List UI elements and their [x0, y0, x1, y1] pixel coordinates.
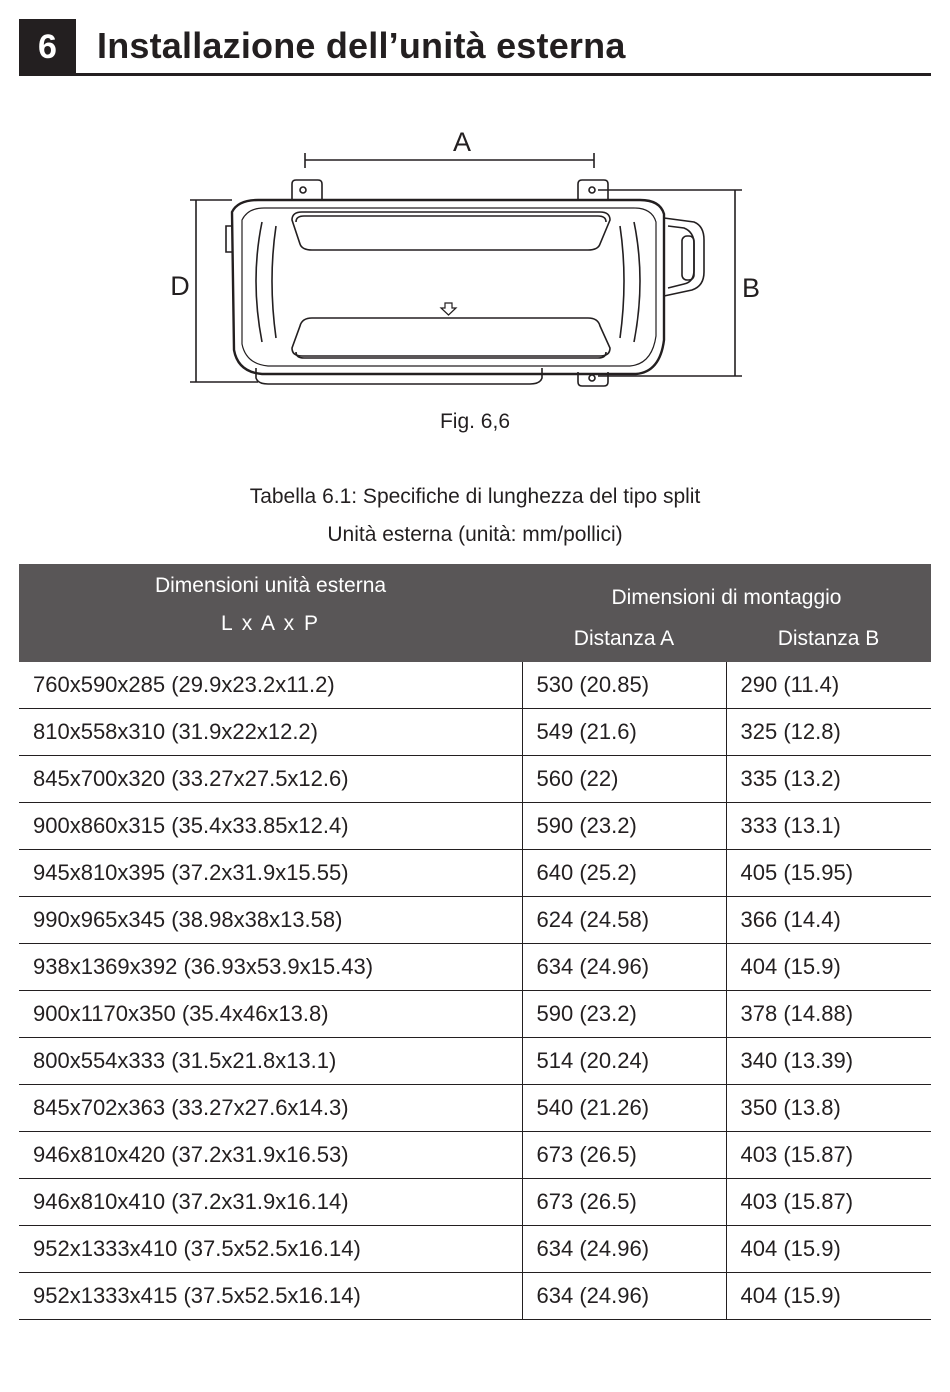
header-dimensions-label: Dimensioni unità esterna: [154, 574, 387, 597]
cell-dimensions: 938x1369x392 (36.93x53.9x15.43): [19, 944, 522, 991]
table-row: [19, 1038, 931, 1085]
table-row: [19, 709, 931, 756]
cell-dimensions: 800x554x333 (31.5x21.8x13.1): [19, 1038, 522, 1085]
cell-distance-b: 403 (15.87): [726, 1179, 931, 1226]
dimension-b-label: B: [741, 273, 761, 303]
cell-distance-b: 404 (15.9): [726, 944, 931, 991]
outdoor-unit-spec-table: [19, 564, 931, 1320]
cell-distance-a: 634 (24.96): [522, 1273, 726, 1320]
header-distance-a: Distanza A: [522, 616, 726, 662]
cell-dimensions: 810x558x310 (31.9x22x12.2): [19, 709, 522, 756]
cell-dimensions: 900x860x315 (35.4x33.85x12.4): [19, 803, 522, 850]
cell-distance-b: 350 (13.8): [726, 1085, 931, 1132]
dimension-a-label: A: [452, 127, 472, 157]
cell-dimensions: 946x810x410 (37.2x31.9x16.14): [19, 1179, 522, 1226]
header-dimensions-sub: L x A x P: [221, 612, 320, 635]
header-mounting: Dimensioni di montaggio: [522, 564, 931, 616]
table-row: [19, 803, 931, 850]
cell-distance-b: 404 (15.9): [726, 1226, 931, 1273]
table-row: [19, 1273, 931, 1320]
table-row: [19, 1179, 931, 1226]
cell-distance-b: 403 (15.87): [726, 1132, 931, 1179]
table-row: [19, 944, 931, 991]
cell-distance-a: 560 (22): [522, 756, 726, 803]
cell-distance-b: 290 (11.4): [726, 662, 931, 709]
table-caption-title: Tabella 6.1: Specifiche di lunghezza del tipo split: [249, 485, 701, 508]
cell-distance-a: 673 (26.5): [522, 1179, 726, 1226]
cell-dimensions: 845x702x363 (33.27x27.6x14.3): [19, 1085, 522, 1132]
cell-dimensions: 946x810x420 (37.2x31.9x16.53): [19, 1132, 522, 1179]
cell-dimensions: 945x810x395 (37.2x31.9x15.55): [19, 850, 522, 897]
cell-distance-b: 404 (15.9): [726, 1273, 931, 1320]
table-row: [19, 1085, 931, 1132]
cell-dimensions: 760x590x285 (29.9x23.2x11.2): [19, 662, 522, 709]
cell-distance-b: 325 (12.8): [726, 709, 931, 756]
cell-distance-b: 333 (13.1): [726, 803, 931, 850]
cell-distance-a: 634 (24.96): [522, 1226, 726, 1273]
section-number: 6: [19, 19, 76, 76]
cell-distance-a: 634 (24.96): [522, 944, 726, 991]
table-row: [19, 1132, 931, 1179]
cell-distance-a: 673 (26.5): [522, 1132, 726, 1179]
table-row: [19, 1226, 931, 1273]
table-row: [19, 991, 931, 1038]
table-row: [19, 850, 931, 897]
table-caption-units: Unità esterna (unità: mm/pollici): [327, 523, 623, 546]
dimension-d-label: D: [170, 271, 190, 301]
cell-dimensions: 952x1333x410 (37.5x52.5x16.14): [19, 1226, 522, 1273]
cell-dimensions: 952x1333x415 (37.5x52.5x16.14): [19, 1273, 522, 1320]
mounting-foot-icon: [292, 180, 322, 200]
cell-distance-a: 590 (23.2): [522, 803, 726, 850]
header-dimensions: [19, 564, 522, 662]
cell-distance-b: 378 (14.88): [726, 991, 931, 1038]
cell-dimensions: 900x1170x350 (35.4x46x13.8): [19, 991, 522, 1038]
cell-distance-b: 335 (13.2): [726, 756, 931, 803]
drain-arrow-icon: [441, 303, 456, 315]
cell-dimensions: 845x700x320 (33.27x27.5x12.6): [19, 756, 522, 803]
page-title: Installazione dell’unità esterna: [97, 25, 626, 66]
cell-distance-a: 624 (24.58): [522, 897, 726, 944]
cell-distance-a: 640 (25.2): [522, 850, 726, 897]
table-row: [19, 662, 931, 709]
figure-caption: Fig. 6,6: [439, 410, 511, 433]
cell-distance-b: 366 (14.4): [726, 897, 931, 944]
cell-distance-a: 590 (23.2): [522, 991, 726, 1038]
table-row: [19, 897, 931, 944]
cell-distance-b: 340 (13.39): [726, 1038, 931, 1085]
table-row: [19, 756, 931, 803]
header-rule: [76, 73, 931, 76]
outdoor-unit-diagram: [160, 118, 780, 398]
cell-distance-a: 549 (21.6): [522, 709, 726, 756]
cell-dimensions: 990x965x345 (38.98x38x13.58): [19, 897, 522, 944]
section-header: [19, 19, 931, 76]
cell-distance-a: 514 (20.24): [522, 1038, 726, 1085]
cell-distance-a: 530 (20.85): [522, 662, 726, 709]
outdoor-unit-body: [232, 200, 664, 374]
cell-distance-b: 405 (15.95): [726, 850, 931, 897]
cell-distance-a: 540 (21.26): [522, 1085, 726, 1132]
header-distance-b: Distanza B: [726, 616, 931, 662]
